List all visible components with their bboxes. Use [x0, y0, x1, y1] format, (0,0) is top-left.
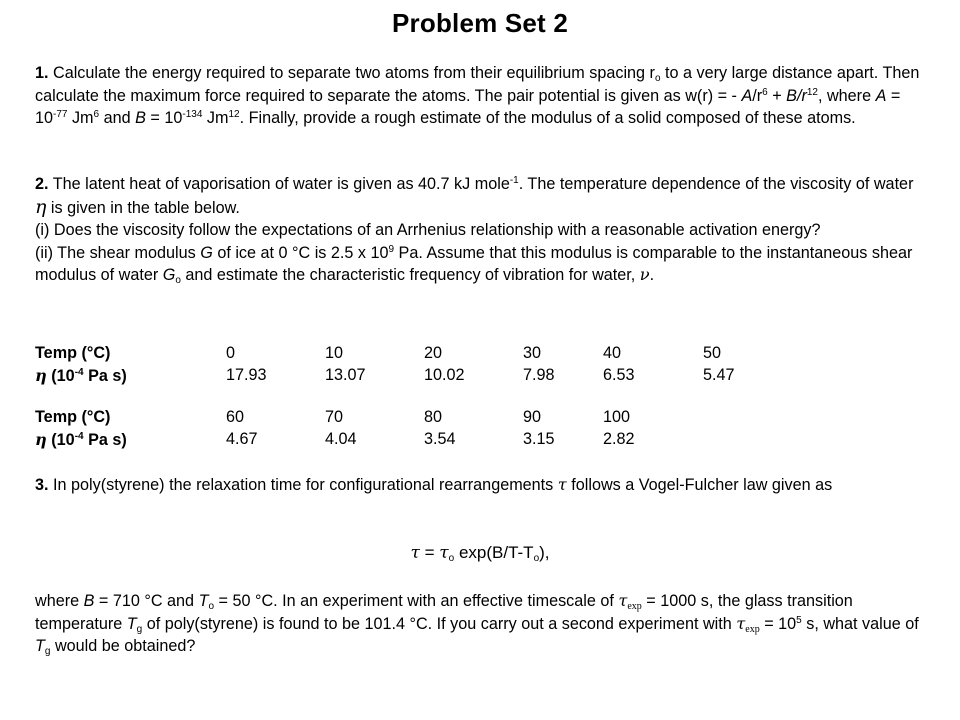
eta-symbol: η: [35, 366, 47, 385]
problem-3-text: C. If you carry out a second experiment with: [415, 614, 737, 633]
table-cell: 20: [424, 344, 443, 362]
table-cell: 10: [325, 344, 344, 362]
tau-exp-subscript: exp: [745, 623, 760, 635]
tau-symbol: τ: [736, 613, 746, 633]
eta-label-text: Pa s): [83, 367, 127, 385]
table-cell: 90: [523, 408, 542, 426]
table-cell: 7.98: [523, 366, 555, 384]
var-A: A: [875, 86, 887, 105]
problem-3-text: = 710: [94, 592, 145, 610]
eta-label: [35, 430, 127, 450]
problem-1-text: = 10: [35, 86, 901, 127]
problem-3-text: of poly(styrene) is found to be 101.4: [142, 614, 410, 633]
exponent: -77: [53, 109, 68, 120]
exponent: -134: [182, 109, 203, 120]
exponent: 12: [806, 86, 818, 98]
equation-text: =: [419, 543, 440, 562]
tau0-subscript: o: [448, 553, 455, 564]
problem-3-text: follows a Vogel-Fulcher law given as: [566, 476, 833, 494]
table-cell: 6.53: [603, 366, 635, 384]
tau-symbol: τ: [618, 591, 628, 610]
problem-3-text: In poly(styrene) the relaxation time for configurational rearrangements: [48, 476, 558, 494]
exponent: 6: [762, 86, 768, 98]
problem-1-text: /r: [752, 86, 763, 105]
problem-3-text: = 50: [214, 592, 255, 610]
exponent: -1: [509, 175, 519, 186]
problem-3-text: C and: [150, 592, 199, 610]
problem-2-part-ii: (ii) The shear modulus: [35, 243, 201, 262]
table-cell: 5.47: [703, 366, 735, 384]
problem-1-text: . Finally, provide a rough estimate of the modulus of a solid composed of these atoms.: [239, 109, 856, 127]
Tg-subscript: g: [136, 623, 143, 635]
problem-2-part-ii: C is 2.5 x 10: [298, 243, 389, 262]
page-title: Problem Set 2: [392, 8, 568, 38]
problem-3-text: C. In an experiment with an effective timescale of: [261, 592, 619, 610]
exponent: -4: [74, 431, 84, 442]
degree-symbol: °: [144, 592, 151, 610]
problem-3-text: = 10: [759, 614, 797, 633]
problem-3-text: would be obtained?: [50, 637, 196, 655]
table-cell: 30: [523, 344, 542, 362]
problem-1-text: Jm: [67, 109, 94, 127]
table-cell: 10.02: [424, 366, 465, 384]
problem-1-text: /r: [796, 86, 807, 105]
problem-3-text: s, what value of: [801, 614, 919, 633]
table-cell: 2.82: [603, 430, 635, 448]
exponent: 9: [388, 243, 395, 255]
tau-exp-subscript: exp: [627, 601, 642, 612]
table-cell: 4.67: [226, 430, 258, 448]
problem-1-text: Calculate the energy required to separate two atoms from their equilibrium spacing r: [48, 64, 655, 82]
problem-3-text: where: [35, 592, 84, 610]
eta-label: [35, 366, 127, 386]
tau-symbol: τ: [557, 475, 567, 494]
T0-subscript: o: [533, 553, 540, 564]
r0-subscript: o: [654, 73, 661, 84]
vogel-fulcher-equation: [0, 543, 960, 563]
var-A: A: [741, 86, 753, 105]
problem-3-continued: [35, 590, 925, 658]
table-cell: 4.04: [325, 430, 357, 448]
equation-text: exp(B/T-T: [454, 543, 534, 562]
problem-3-number: 3.: [35, 476, 49, 494]
nu-symbol: ν: [639, 265, 650, 284]
degree-symbol: °: [254, 592, 262, 610]
table-cell: 100: [603, 408, 631, 426]
Tg-subscript: g: [44, 646, 51, 657]
problem-2-number: 2.: [35, 175, 49, 193]
table-cell: 40: [603, 344, 622, 362]
problem-1-text: to a very large distance apart. Then calculate the maximum force required to separate the atoms. The pair potential is given as w(r) = -: [35, 64, 920, 105]
eta-label-text: Pa s): [83, 431, 127, 449]
table-cell: 3.54: [424, 430, 456, 448]
tau-symbol: τ: [410, 543, 420, 563]
table-cell: 50: [703, 344, 722, 362]
problem-2-part-ii: .: [649, 266, 655, 284]
table-cell: 0: [226, 344, 236, 362]
problem-1-text: and: [99, 109, 136, 127]
exponent: 5: [796, 614, 802, 626]
exponent: -4: [74, 367, 84, 378]
table-cell: 80: [424, 408, 443, 426]
T0-subscript: o: [208, 601, 215, 612]
exponent: 12: [228, 109, 240, 120]
problem-3: [35, 474, 925, 497]
var-T: T: [126, 614, 137, 633]
problem-2-part-ii: Pa. Assume that this modulus is comparable to the instantaneous shear modulus of water: [35, 243, 913, 284]
var-G: G: [162, 266, 176, 284]
problem-2-part-ii: and estimate the characteristic frequency of vibration for water,: [180, 266, 640, 284]
eta-symbol: η: [35, 430, 47, 449]
problem-2: [35, 173, 925, 287]
exponent: 6: [93, 109, 100, 120]
problem-2-text: is given in the table below.: [46, 198, 240, 217]
eta-label-text: (10: [46, 367, 75, 385]
problem-1-text: Jm: [202, 109, 229, 127]
degree-symbol: °: [292, 243, 299, 262]
table-cell: 17.93: [226, 366, 267, 384]
problem-1-text: +: [767, 86, 787, 105]
temp-label: Temp (°C): [35, 344, 111, 362]
G0-subscript: o: [175, 275, 181, 286]
var-B: B: [786, 86, 797, 105]
problem-1-text: = 10: [145, 109, 183, 127]
problem-3-text: = 1000 s, the glass transition temperature: [35, 592, 853, 633]
problem-2-part-ii: of ice at 0: [212, 243, 293, 262]
table-cell: 3.15: [523, 430, 555, 448]
problem-2-part-i: (i) Does the viscosity follow the expectations of an Arrhenius relationship with a reasonable activation energy?: [35, 221, 821, 239]
table-cell: 13.07: [325, 366, 366, 384]
var-T: T: [35, 637, 45, 655]
problem-2-text: The latent heat of vaporisation of water is given as 40.7 kJ mole: [48, 175, 510, 193]
table-cell: 70: [325, 408, 344, 426]
problem-1: [35, 62, 925, 130]
problem-2-text: . The temperature dependence of the viscosity of water: [518, 175, 914, 193]
var-B: B: [83, 592, 95, 610]
temp-label: Temp (°C): [35, 408, 111, 426]
eta-symbol: η: [35, 195, 47, 218]
tau-symbol: τ: [439, 543, 449, 563]
var-B: B: [135, 109, 146, 127]
var-G: G: [200, 243, 213, 262]
problem-1-text: , where: [817, 86, 876, 105]
degree-symbol: °: [409, 614, 416, 633]
table-cell: 60: [226, 408, 245, 426]
equation-text: ),: [539, 543, 550, 562]
problem-1-number: 1.: [35, 64, 49, 82]
var-T: T: [198, 592, 209, 610]
eta-label-text: (10: [46, 431, 75, 449]
